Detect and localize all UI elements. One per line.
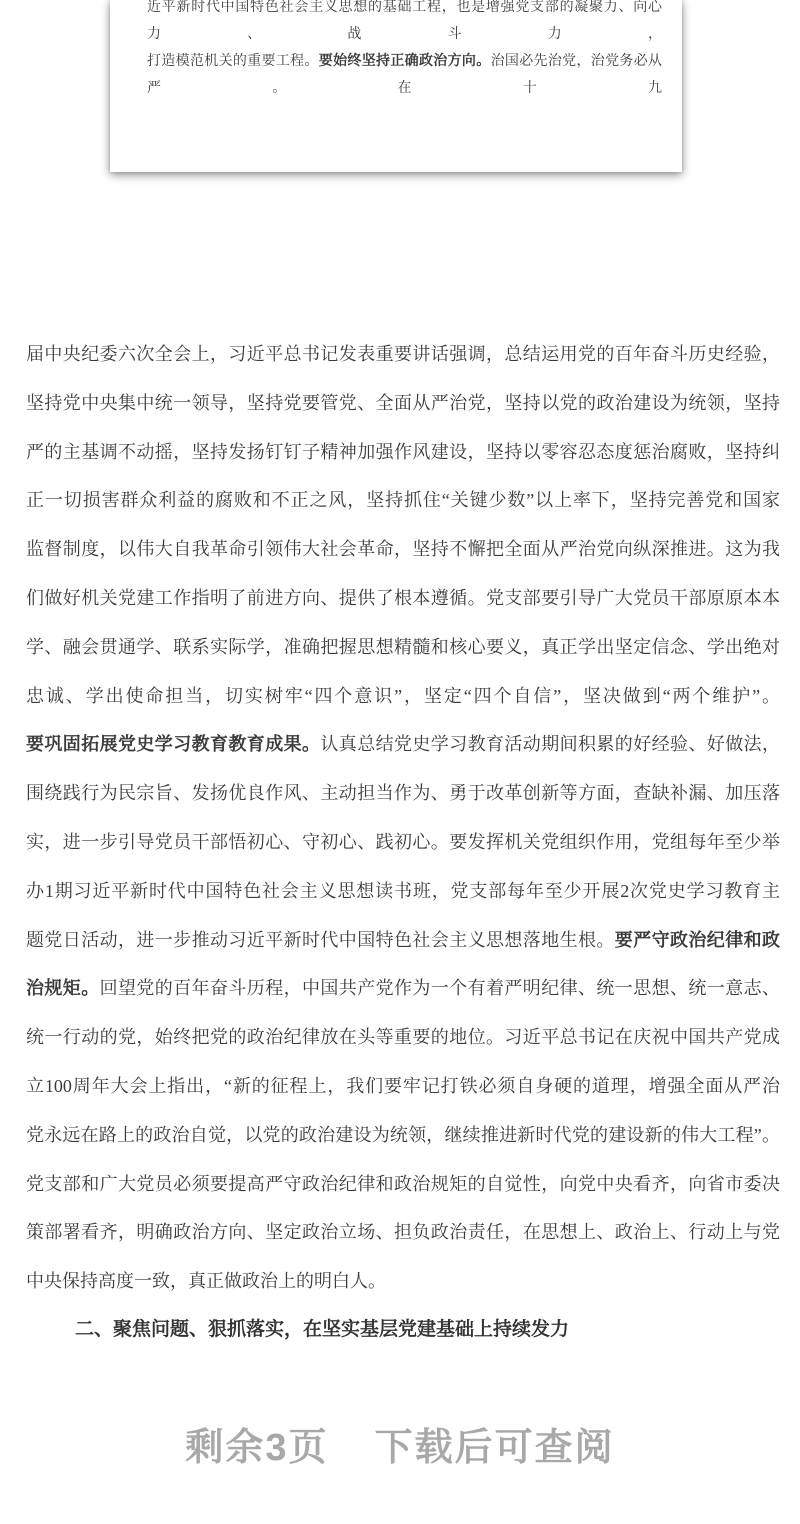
preview-card-lines: [147, 0, 662, 102]
document-line: [26, 330, 780, 379]
text-segment: 治国必先治党，治党务必从严。在十九: [147, 54, 663, 96]
text-segment: 届中央纪委六次全会上，习近平总书记发表重要讲话强调，总结运用党的百年奋斗历史经验，: [26, 344, 780, 364]
text-segment: 们做好机关党建工作指明了前进方向、提供了根本遵循。党支部要引导广大党员干部原原本本: [26, 587, 780, 608]
section-heading: 二、聚焦问题、狠抓落实，在坚实基层党建基础上持续发力: [75, 1318, 570, 1340]
remaining-pages-label: 剩余3页: [185, 1427, 329, 1469]
text-segment: 坚持党中央集中统一领导，坚持党要管党、全面从严治党，坚持以党的政治建设为统领，坚持: [26, 392, 780, 413]
document-line: [26, 672, 780, 721]
document-line: [26, 379, 780, 428]
document-line: [26, 769, 780, 818]
text-segment: 中央保持高度一致，真正做政治上的明白人。: [26, 1271, 386, 1292]
document-line: [26, 1257, 780, 1306]
document-line: [26, 964, 780, 1013]
document-page: [26, 330, 780, 1355]
document-line: [26, 818, 780, 867]
document-line: [26, 525, 780, 574]
text-segment: 监督制度，以伟大自我革命引领伟大社会革命，坚持不懈把全面从严治党向纵深推进。这为我: [26, 539, 780, 560]
document-line: [26, 1111, 780, 1160]
document-line: [26, 867, 780, 916]
document-line: [26, 623, 780, 672]
text-segment: 认真总结党史学习教育活动期间积累的好经验、好做法，: [320, 734, 781, 755]
preview-line: [147, 0, 662, 48]
document-lines: [26, 330, 780, 1306]
text-segment: 题党日活动，进一步推动习近平新时代中国特色社会主义思想落地生根。: [26, 929, 615, 950]
document-line: [26, 1013, 780, 1062]
page-preview-card: [110, 0, 682, 172]
document-line: [26, 1208, 780, 1257]
document-line: [26, 574, 780, 623]
bold-text-segment: 治规矩。: [26, 978, 100, 999]
document-line: [26, 1160, 780, 1209]
text-segment: 围绕践行为民宗旨、发扬优良作风、主动担当作为、勇于改革创新等方面，查缺补漏、加压落: [26, 783, 780, 804]
text-segment: 立100周年大会上指出，“新的征程上，我们要牢记打铁必须自身硬的道理，增强全面从严治: [26, 1075, 780, 1096]
text-segment: 办1期习近平新时代中国特色社会主义思想读书班，党支部每年至少开展2次党史学习教育主: [26, 880, 780, 901]
document-line: [26, 720, 780, 769]
text-segment: 党支部和广大党员必须要提高严守政治纪律和政治规矩的自觉性，向党中央看齐，向省市委决: [26, 1173, 780, 1194]
text-segment: 实，进一步引导党员干部悟初心、守初心、践初心。要发挥机关党组织作用，党组每年至少举: [26, 831, 780, 852]
download-hint-label[interactable]: 下载后可查阅: [374, 1427, 615, 1469]
document-line: [26, 428, 780, 477]
text-segment: 学、融会贯通学、联系实际学，准确把握思想精髓和核心要义，真正学出坚定信念、学出绝对: [26, 636, 780, 657]
remaining-pages-overlay: [0, 1416, 800, 1471]
document-line: [26, 476, 780, 525]
bold-text-segment: 要巩固拓展党史学习教育教育成果。: [26, 734, 321, 755]
text-segment: 正一切损害群众利益的腐败和不正之风，坚持抓住“关键少数”以上率下，坚持完善党和国家: [26, 490, 780, 511]
text-segment: 回望党的百年奋斗历程，中国共产党作为一个有着严明纪律、统一思想、统一意志、: [99, 978, 781, 999]
text-segment: 策部署看齐，明确政治方向、坚定政治立场、担负政治责任，在思想上、政治上、行动上与党: [26, 1222, 780, 1243]
text-segment: 忠诚、学出使命担当，切实树牢“四个意识”，坚定“四个自信”，坚决做到“两个维护”。: [26, 685, 780, 706]
text-segment: 近平新时代中国特色社会主义思想的基础工程，也是增强党支部的凝聚力、向心力、战斗力，: [147, 0, 662, 42]
bold-text-segment: 要严守政治纪律和政: [614, 929, 780, 950]
document-line: [26, 1062, 780, 1111]
bold-text-segment: 要始终坚持正确政治方向。: [318, 54, 491, 69]
text-segment: 严的主基调不动摇，坚持发扬钉钉子精神加强作风建设，坚持以零容忍态度惩治腐败，坚持纠: [26, 441, 780, 462]
document-line: [26, 916, 780, 965]
text-segment: 党永远在路上的政治自觉，以党的政治建设为统领，继续推进新时代党的建设新的伟大工程”。: [26, 1124, 780, 1145]
preview-line: [147, 48, 662, 102]
text-segment: 统一行动的党，始终把党的政治纪律放在头等重要的地位。习近平总书记在庆祝中国共产党成: [26, 1027, 780, 1048]
text-segment: 打造模范机关的重要工程。: [147, 54, 319, 69]
